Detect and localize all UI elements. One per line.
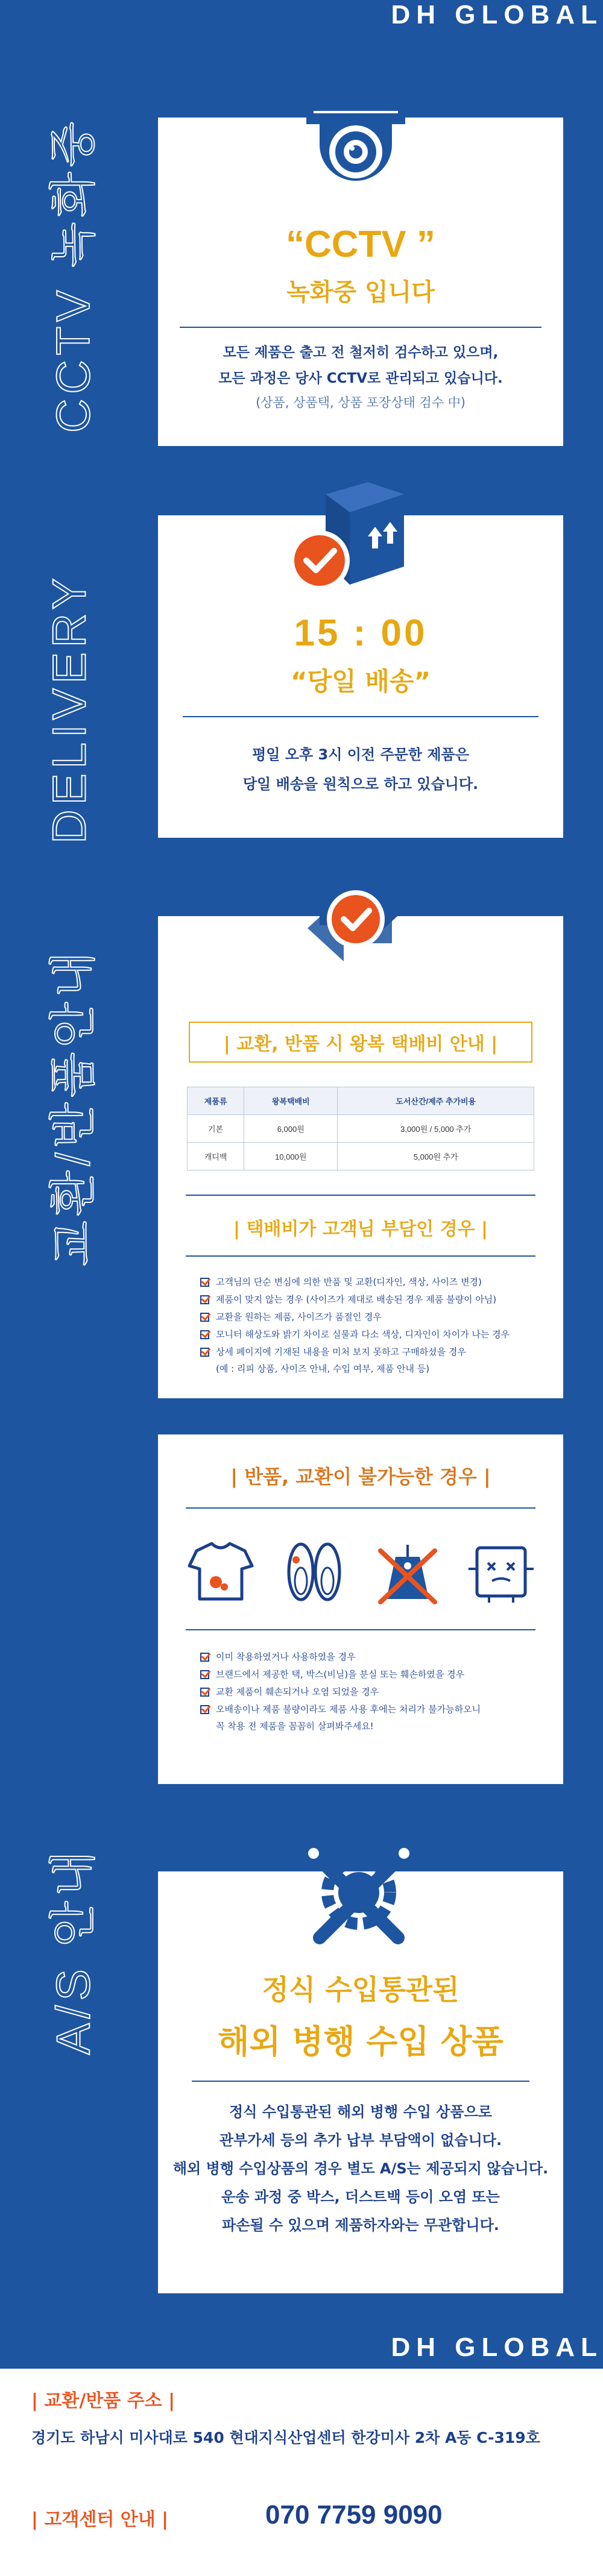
- as-title-1: 정식 수입통관된: [262, 1973, 459, 2006]
- list-item: 오배송이나 제품 불량이라도 제품 사용 후에는 처리가 불가능하오니: [200, 1701, 563, 1718]
- table-cell: 5,000원 추가: [338, 1143, 534, 1170]
- as-line-2: 관부가세 등의 추가 납부 부담액이 없습니다.: [219, 2132, 502, 2149]
- divider: [186, 1507, 535, 1509]
- damaged-box-icon: [465, 1539, 537, 1605]
- table-cell: 캐디백: [188, 1143, 244, 1170]
- checkbox-icon: [200, 1348, 209, 1357]
- as-line-5: 파손될 수 있으며 제품하자와는 무관합니다.: [222, 2217, 499, 2234]
- delivery-label: “당일 배송”: [290, 667, 431, 696]
- divider: [192, 2081, 529, 2082]
- no-return-list: [200, 1648, 563, 1718]
- stained-clothes-icon: [185, 1539, 257, 1605]
- side-label-cctv: CCTV 녹화중: [46, 116, 99, 433]
- side-label-delivery: DELIVERY: [42, 573, 96, 844]
- address-label: | 교환/반품 주소 |: [31, 2390, 175, 2411]
- footer: [0, 2369, 603, 2576]
- as-title-2: 해외 병행 수입 상품: [218, 2023, 504, 2061]
- customer-center-label: | 고객센터 안내 |: [31, 2509, 169, 2530]
- divider: [186, 1629, 535, 1630]
- list-item: 교환을 원하는 제품, 사이즈가 품절인 경우: [200, 1308, 563, 1326]
- customer-pay-note: (예 : 리피 상품, 사이즈 안내, 수입 여부, 제품 안내 등): [216, 1363, 430, 1374]
- list-item: 모니터 해상도와 밝기 차이로 실물과 다소 색상, 디자인이 차이가 나는 경우: [200, 1326, 563, 1343]
- worn-shoes-icon: [278, 1539, 350, 1605]
- address-text: 경기도 하남시 미사대로 540 현대지식산업센터 한강미사 2차 A동 C-319호: [31, 2429, 540, 2446]
- shipping-fee-table: [187, 1087, 534, 1170]
- checkbox-icon: [200, 1670, 209, 1679]
- side-label-as: A/S 안내: [46, 1846, 99, 2055]
- table-cell: 6,000원: [244, 1115, 338, 1143]
- table-header: 제품류: [188, 1087, 244, 1115]
- checkbox-icon: [200, 1295, 209, 1304]
- exchange-title: | 교환, 반품 시 왕복 택배비 안내 |: [223, 1034, 498, 1055]
- no-return-icons: [174, 1539, 548, 1605]
- delivery-line-2: 당일 배송을 원칙으로 하고 있습니다.: [242, 776, 479, 793]
- divider: [186, 1195, 535, 1196]
- customer-pay-title: | 택배비가 고객님 부담인 경우 |: [233, 1219, 488, 1240]
- customer-pay-list: [200, 1274, 563, 1361]
- delivery-line-1: 평일 오후 3시 이전 주문한 제품은: [252, 746, 469, 763]
- no-return-card: [158, 1434, 563, 1784]
- exchange-card: [158, 916, 563, 1398]
- as-line-4: 운송 과정 중 박스, 더스트백 등이 오염 또는: [221, 2188, 500, 2205]
- exchange-arrows-icon: [295, 859, 416, 982]
- list-item: 상세 페이지에 기재된 내용을 미처 보지 못하고 구매하셨을 경우: [200, 1343, 563, 1361]
- wrench-gear-icon: [302, 1835, 416, 1952]
- no-tag-icon: [371, 1539, 444, 1605]
- cctv-subtitle: 녹화중 입니다: [286, 278, 435, 306]
- checkbox-icon: [200, 1313, 209, 1322]
- table-cell: 기본: [188, 1115, 244, 1143]
- side-label-exchange: 교환/반품안내: [46, 947, 99, 1266]
- list-item: 교환 제품이 훼손되거나 오염 되었을 경우: [200, 1683, 563, 1701]
- delivery-time: 15 : 00: [294, 612, 428, 654]
- list-item: 고객님의 단순 변심에 의한 반품 및 교환(디자인, 색상, 사이즈 변경): [200, 1274, 563, 1291]
- table-row: [188, 1143, 534, 1170]
- as-line-3: 해외 병행 수입상품의 경우 별도 A/S는 제공되지 않습니다.: [172, 2160, 549, 2177]
- cctv-line-1: 모든 제품은 출고 전 철저히 검수하고 있으며,: [223, 345, 499, 360]
- cctv-line-2: 모든 과정은 당사 CCTV로 관리되고 있습니다.: [218, 371, 503, 386]
- checkbox-icon: [200, 1653, 209, 1662]
- cctv-camera-icon: [295, 96, 416, 195]
- brand-logo-bottom: DH GLOBAL: [391, 2333, 603, 2362]
- list-item: 브랜드에서 제공한 택, 박스(비닐)을 분실 또는 훼손하였을 경우: [200, 1666, 563, 1683]
- no-return-title-wrap: [158, 1462, 563, 1489]
- table-header: 도서산간/제주 추가비용: [338, 1087, 534, 1115]
- brand-logo-top: DH GLOBAL: [391, 0, 603, 30]
- divider: [183, 716, 538, 717]
- table-cell: 10,000원: [244, 1143, 338, 1170]
- checkbox-icon: [200, 1688, 209, 1697]
- list-item: 이미 착용하였거나 사용하였을 경우: [200, 1648, 563, 1666]
- divider: [180, 327, 541, 328]
- exchange-title-wrap: [189, 1022, 532, 1063]
- phone-number[interactable]: 070 7759 9090: [265, 2500, 443, 2530]
- divider: [186, 1255, 535, 1257]
- table-header: 왕복택배비: [244, 1087, 338, 1115]
- as-line-1: 정식 수입통관된 해외 병행 수입 상품으로: [229, 2103, 492, 2120]
- no-return-note: 꼭 착용 전 제품을 꼼꼼히 살펴봐주세요!: [216, 1721, 374, 1732]
- checkbox-icon: [200, 1330, 209, 1339]
- table-cell: 3,000원 / 5,000 추가: [338, 1115, 534, 1143]
- delivery-box-icon: [283, 476, 434, 599]
- cctv-title: “CCTV ”: [286, 224, 435, 265]
- table-row: [188, 1115, 534, 1143]
- table-header-row: [188, 1087, 534, 1115]
- cctv-note: (상품, 상품택, 상품 포장상태 검수 中): [256, 395, 466, 410]
- no-return-title: | 반품, 교환이 불가능한 경우 |: [230, 1465, 491, 1488]
- list-item: 제품이 맞지 않는 경우 (사이즈가 제대로 배송된 경우 제품 불량이 아님): [200, 1291, 563, 1308]
- checkbox-icon: [200, 1705, 209, 1714]
- checkbox-icon: [200, 1278, 209, 1287]
